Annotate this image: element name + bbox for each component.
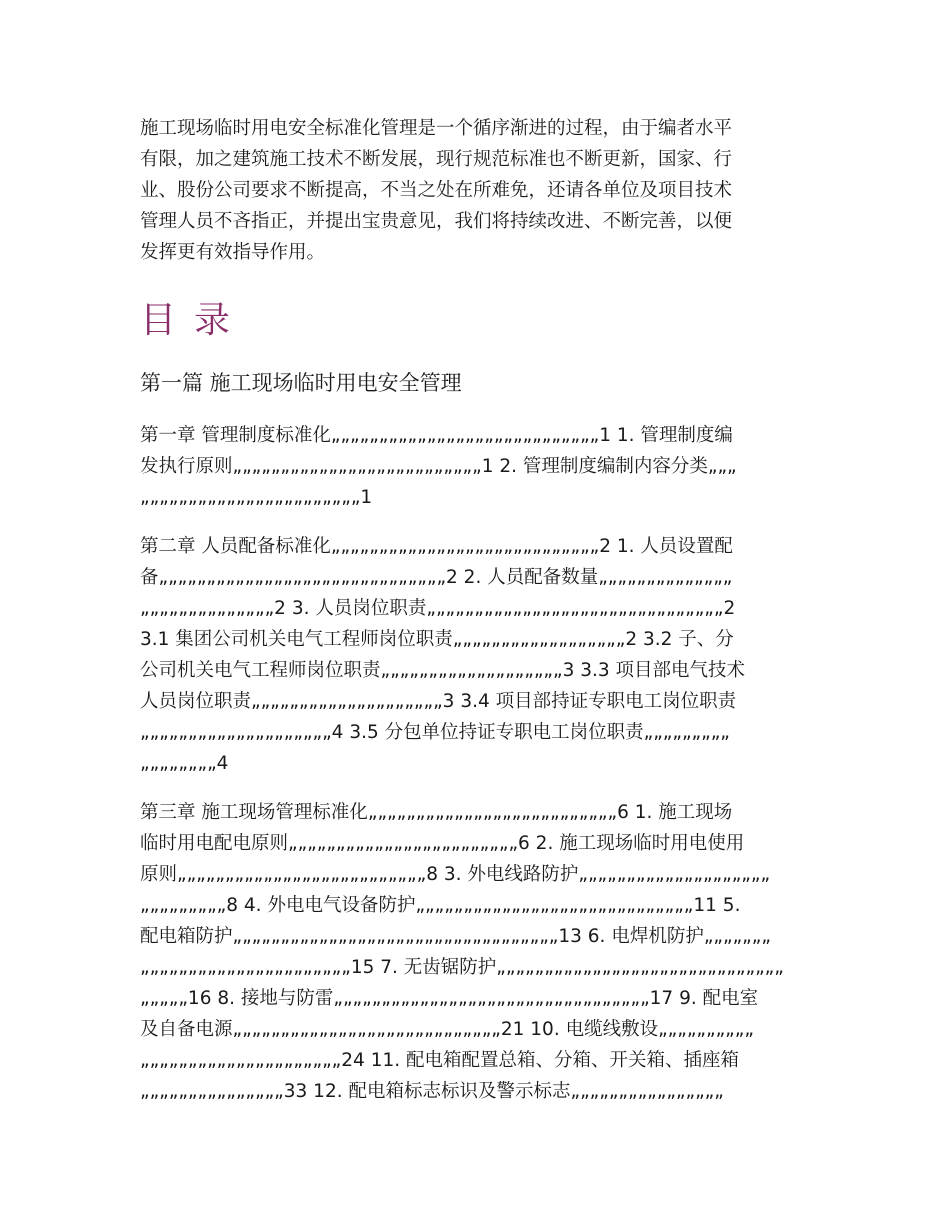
toc-heading: 目录	[140, 300, 249, 341]
toc-chapter-1	[140, 420, 812, 513]
intro-line: 发挥更有效指导作用。	[140, 242, 326, 263]
part-title: 第一篇 施工现场临时用电安全管理	[140, 371, 462, 395]
toc-chapter-2	[140, 531, 812, 779]
toc-line: 人员岗位职责„„„„„„„„„„„„„„„„„„„„3 3.4 项目部持证专职电工岗位职责	[140, 691, 737, 712]
toc-line: 原则„„„„„„„„„„„„„„„„„„„„„„„„„„8 3. 外电线路防护„„„„„„„„„„„„„„„„„„„„	[140, 864, 771, 885]
toc-line: „„„„„„„„„„„„„„2 3. 人员岗位职责„„„„„„„„„„„„„„„„„„„„„„„„„„„„„„„2	[140, 598, 736, 619]
toc-line: 备„„„„„„„„„„„„„„„„„„„„„„„„„„„„„„2 2. 人员配备数量„„„„„„„„„„„„„„	[140, 567, 733, 588]
intro-paragraph	[140, 113, 812, 268]
toc-line: 第一章 管理制度标准化„„„„„„„„„„„„„„„„„„„„„„„„„„„„1 1. 管理制度编	[140, 425, 733, 446]
toc-line: 临时用电配电原则„„„„„„„„„„„„„„„„„„„„„„„„6 2. 施工现场临时用电使用	[140, 833, 745, 854]
toc-line: 3.1 集团公司机关电气工程师岗位职责„„„„„„„„„„„„„„„„„„2 3.2 子、分	[140, 629, 734, 650]
toc-line: „„„„„„„„„„„„„„„33 12. 配电箱标志标识及警示标志„„„„„„„„„„„„„„„„	[140, 1081, 724, 1102]
toc-line: 第二章 人员配备标准化„„„„„„„„„„„„„„„„„„„„„„„„„„„„2 1. 人员设置配	[140, 536, 733, 557]
toc-line: „„„„„„„„„„„„„„„„„„„„„24 11. 配电箱配置总箱、分箱、开关箱、插座箱	[140, 1050, 739, 1071]
toc-line: „„„„„„„„„„„„„„„„„„„„4 3.5 分包单位持证专职电工岗位职责„„„„„„„„„	[140, 722, 730, 743]
toc-line: 第三章 施工现场管理标准化„„„„„„„„„„„„„„„„„„„„„„„„„„6 1. 施工现场	[140, 802, 733, 823]
toc-line: 发执行原则„„„„„„„„„„„„„„„„„„„„„„„„„„1 2. 管理制度编制内容分类„„„	[140, 456, 737, 477]
toc-line: „„„„„„„„„„„„„„„„„„„„„„„1	[140, 487, 373, 508]
intro-line: 业、股份公司要求不断提高，不当之处在所难免，还请各单位及项目技术	[140, 180, 733, 201]
toc-line: 及自备电源„„„„„„„„„„„„„„„„„„„„„„„„„„„„21 10. 电缆线敷设„„„„„„„„„„	[140, 1019, 754, 1040]
intro-line: 施工现场临时用电安全标准化管理是一个循序渐进的过程，由于编者水平	[140, 118, 733, 139]
toc-line: „„„„„16 8. 接地与防雷„„„„„„„„„„„„„„„„„„„„„„„„„„„„„„„„„17 9. 配电室	[140, 988, 759, 1009]
toc-line: „„„„„„„„4	[140, 753, 229, 774]
toc-chapter-3	[140, 797, 812, 1107]
intro-line: 管理人员不吝指正，并提出宝贵意见，我们将持续改进、不断完善，以便	[140, 211, 733, 232]
toc-line: „„„„„„„„„8 4. 外电电气设备防护„„„„„„„„„„„„„„„„„„„„„„„„„„„„„11 5.	[140, 895, 741, 916]
toc-line: 配电箱防护„„„„„„„„„„„„„„„„„„„„„„„„„„„„„„„„„„13 6. 电焊机防护„„„„„„„	[140, 926, 771, 947]
toc-line: „„„„„„„„„„„„„„„„„„„„„„15 7. 无齿锯防护„„„„„„„„„„„„„„„„„„„„„„„„„„„„„„	[140, 957, 784, 978]
intro-line: 有限，加之建筑施工技术不断发展，现行规范标准也不断更新，国家、行	[140, 149, 733, 170]
toc-line: 公司机关电气工程师岗位职责„„„„„„„„„„„„„„„„„„„3 3.3 项目部电气技术	[140, 660, 746, 681]
